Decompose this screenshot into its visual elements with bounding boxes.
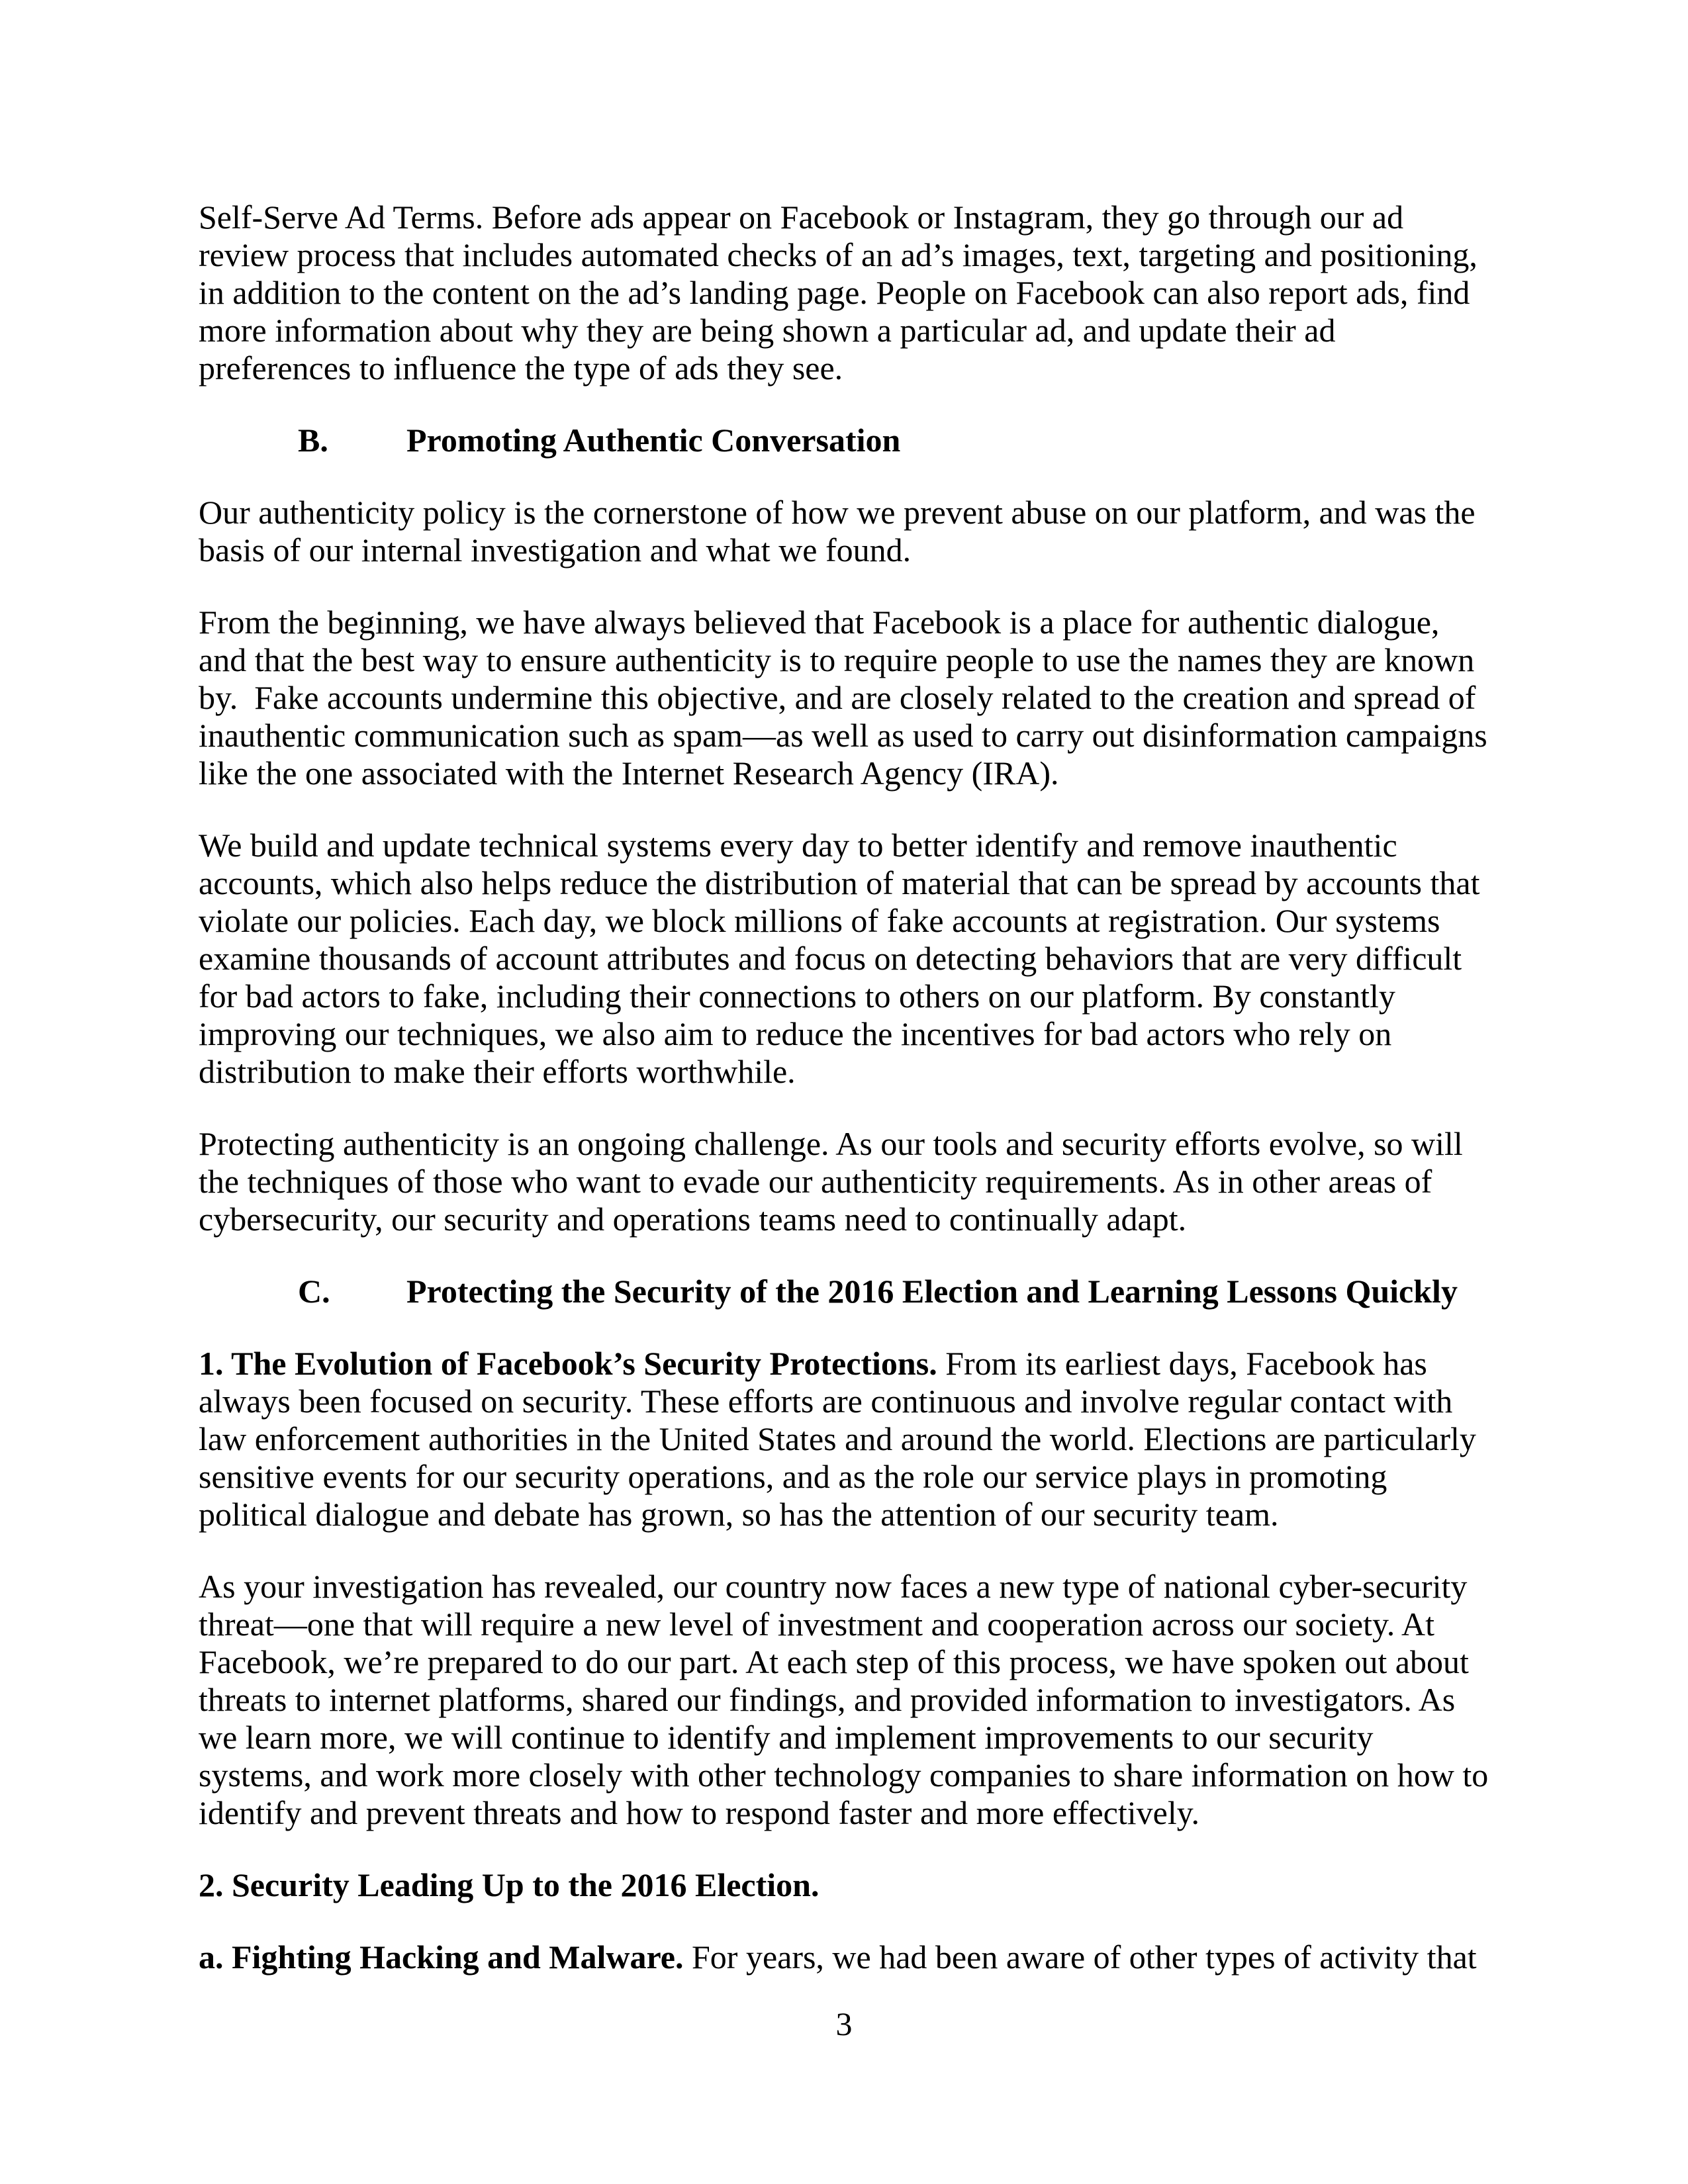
paragraph-body-text: From its earliest days, Facebook has always been focused on security. These efforts are continuous and involve regular contact with law enforcement authorities in the United States and around the world. Elections are particularly sensitive events for our security operations, and as the role our service plays in promoting political dialogue and debate has grown, so has the attention of our security team. <box>199 1345 1476 1533</box>
section-letter: C. <box>298 1273 330 1310</box>
paragraph-body-text: For years, we had been aware of other types of activity that <box>683 1938 1477 1976</box>
paragraph-self-serve-ad-terms: Self-Serve Ad Terms. Before ads appear on Facebook or Instagram, they go through our ad review process that includes automated checks of an ad’s images, text, targeting and positioning, in addition to the content on the ad’s landing page. People on Facebook can also report ads, find more information about why they are being shown a particular ad, and update their ad preferences to influence the type of ads they see. <box>199 199 1477 387</box>
paragraph-fighting-hacking <box>199 1938 1489 1976</box>
paragraph-security-protections <box>199 1345 1489 1533</box>
section-letter: B. <box>298 422 328 459</box>
paragraph-authenticity-policy: Our authenticity policy is the cornerstone of how we prevent abuse on our platform, and was the basis of our internal investigation and what we found. <box>199 494 1476 569</box>
paragraph-bold-lead: a. Fighting Hacking and Malware. <box>199 1938 684 1976</box>
paragraph-from-the-beginning: From the beginning, we have always believed that Facebook is a place for authentic dialogue, and that the best way to ensure authenticity is to require people to use the names they are known by. Fake accounts undermine this objective, and are closely related to the creation and spread of inauthentic communication such as spam—as well as used to carry out disinformation campaigns like the one associated with the Internet Research Agency (IRA). <box>199 604 1487 792</box>
section-title: Promoting Authentic Conversation <box>406 422 901 459</box>
section-heading-b <box>199 422 1489 459</box>
paragraph-technical-systems: We build and update technical systems every day to better identify and remove inauthentic accounts, which also helps reduce the distribution of material that can be spread by accounts that violate our policies. Each day, we block millions of fake accounts at registration. Our systems examine thousands of account attributes and focus on detecting behaviors that are very difficult for bad actors to fake, including their connections to others on our platform. By constantly improving our techniques, we also aim to reduce the incentives for bad actors who rely on distribution to make their efforts worthwhile. <box>199 827 1480 1090</box>
paragraph-investigation-revealed: As your investigation has revealed, our country now faces a new type of national cyber-security threat—one that will require a new level of investment and cooperation across our society. At Facebook, we’re prepared to do our part. At each step of this process, we have spoken out about threats to internet platforms, shared our findings, and provided information to investigators. As we learn more, we will continue to identify and implement improvements to our security systems, and work more closely with other technology companies to share information on how to identify and prevent threats and how to respond faster and more effectively. <box>199 1568 1489 1831</box>
section-title: Protecting the Security of the 2016 Election and Learning Lessons Quickly <box>406 1273 1458 1310</box>
heading-security-leading-up: 2. Security Leading Up to the 2016 Election. <box>199 1866 820 1903</box>
page-number: 3 <box>835 2005 853 2042</box>
section-heading-c <box>199 1273 1489 1310</box>
document-body <box>199 199 1489 2011</box>
paragraph-ongoing-challenge: Protecting authenticity is an ongoing challenge. As our tools and security efforts evolve, so will the techniques of those who want to evade our authenticity requirements. As in other areas of cybersecurity, our security and operations teams need to continually adapt. <box>199 1125 1463 1238</box>
paragraph-bold-lead: 1. The Evolution of Facebook’s Security Protections. <box>199 1345 937 1382</box>
